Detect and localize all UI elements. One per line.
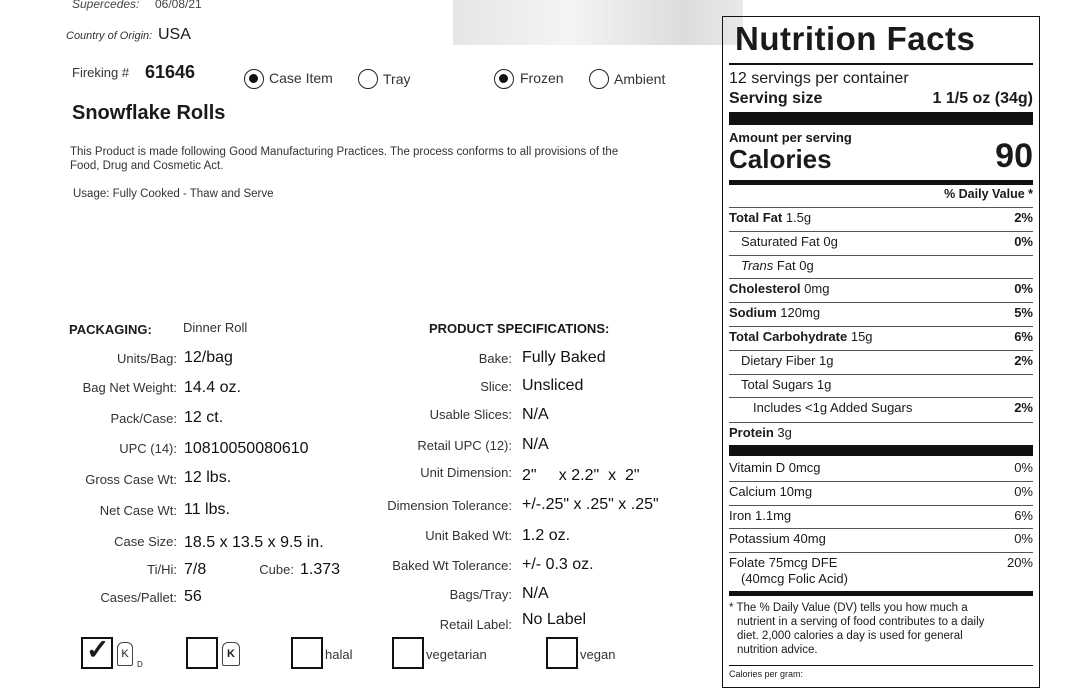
- daily-value-header: % Daily Value *: [944, 187, 1033, 201]
- ambient-radio[interactable]: [589, 69, 609, 89]
- nutrient-row: Cholesterol 0mg 0%: [729, 281, 1033, 297]
- protein-row: Protein 3g: [729, 425, 792, 440]
- nutrient-row: Includes <1g Added Sugars 2%: [753, 400, 1033, 416]
- tray-radio[interactable]: [358, 69, 378, 89]
- specs-heading: PRODUCT SPECIFICATIONS:: [429, 321, 610, 336]
- kosher-dairy-sub: D: [137, 660, 143, 669]
- gmp-text-2: Food, Drug and Cosmetic Act.: [70, 160, 224, 172]
- vitamin-row: Calcium 10mg 0%: [729, 483, 1033, 499]
- packaging-type: Dinner Roll: [183, 320, 248, 335]
- usable-slices-label: Usable Slices:: [429, 407, 512, 422]
- pack-case-label: Pack/Case:: [110, 411, 177, 426]
- origin-value: USA: [158, 26, 191, 43]
- pack-case-value: 12 ct.: [184, 409, 224, 426]
- case-item-radio[interactable]: [244, 69, 264, 89]
- fireking-number: 61646: [145, 62, 196, 82]
- nutrition-facts-panel: [722, 16, 1040, 688]
- net-case-wt-label: Net Case Wt:: [99, 503, 177, 518]
- kosher-dairy-checkbox[interactable]: [81, 634, 113, 669]
- calories-label: Calories: [729, 144, 832, 174]
- vegan-label: vegan: [580, 647, 616, 662]
- nutrient-row: Total Sugars 1g: [741, 376, 832, 392]
- nutrient-row: Sodium 120mg 5%: [729, 305, 1033, 321]
- amount-per-serving: Amount per serving: [729, 130, 852, 145]
- footnote: * The % Daily Value (DV) tells you how much a nutrient in a serving of food contributes to a daily diet. 2,000 calories a day is used for general nutrition advice.: [729, 602, 985, 656]
- nutrient-row: Total Carbohydrate 15g 6%: [729, 329, 1033, 344]
- tray-label: Tray: [383, 71, 411, 87]
- product-photo: [453, 0, 743, 45]
- case-size-label: Case Size:: [114, 534, 177, 549]
- usage-text: Usage: Fully Cooked - Thaw and Serve: [73, 188, 274, 200]
- vitamin-row: Iron 1.1mg 6%: [729, 507, 1033, 523]
- retail-label-label: Retail Label:: [439, 617, 512, 632]
- unit-baked-wt-label: Unit Baked Wt:: [425, 528, 512, 543]
- nutrient-row: Trans Fat 0g: [741, 257, 814, 273]
- nutrient-row: Saturated Fat 0g 0%: [741, 233, 1033, 249]
- bags-tray-value: N/A: [522, 585, 549, 602]
- cases-pallet-value: 56: [184, 588, 202, 605]
- slice-label: Slice:: [480, 379, 512, 394]
- ti-hi-value: 7/8: [184, 561, 207, 578]
- case-size-value: 18.5 x 13.5 x 9.5 in.: [184, 534, 324, 551]
- halal-checkbox[interactable]: [291, 637, 323, 669]
- baked-wt-tolerance-label: Baked Wt Tolerance:: [392, 558, 512, 573]
- folate-line-1: Folate 75mcg DFE: [729, 555, 838, 570]
- nutrition-title: Nutrition Facts: [735, 20, 976, 57]
- vitamin-row: Potassium 40mg 0%: [729, 531, 1033, 547]
- usable-slices-value: N/A: [522, 406, 549, 423]
- unit-baked-wt-value: 1.2 oz.: [522, 527, 571, 544]
- vegetarian-label: vegetarian: [426, 647, 487, 662]
- slice-value: Unsliced: [522, 377, 584, 394]
- dimension-tolerance-label: Dimension Tolerance:: [387, 498, 512, 513]
- ti-hi-label: Ti/Hi:: [147, 562, 177, 577]
- servings-per-container: 12 servings per container: [729, 70, 909, 87]
- bag-net-weight-value: 14.4 oz.: [184, 379, 241, 396]
- calories-value: 90: [995, 137, 1033, 175]
- upc-14-value: 10810050080610: [184, 440, 309, 457]
- ambient-label: Ambient: [614, 71, 666, 87]
- bake-label: Bake:: [478, 351, 512, 366]
- gross-case-wt-label: Gross Case Wt:: [85, 472, 177, 487]
- cube-label: Cube:: [259, 562, 294, 577]
- case-item-label: Case Item: [269, 70, 333, 86]
- vitamin-row: Vitamin D 0mcg 0%: [729, 460, 1033, 475]
- supercedes-value: 06/08/21: [155, 0, 202, 11]
- unit-dimension-value: 2" x 2.2" x 2": [522, 467, 640, 484]
- retail-label-value: No Label: [522, 611, 587, 628]
- bag-net-weight-label: Bag Net Weight:: [82, 380, 177, 395]
- serving-size-value: 1 1/5 oz (34g): [932, 90, 1033, 107]
- supercedes-label: Supercedes:: [72, 0, 140, 11]
- kosher-checkbox[interactable]: [186, 637, 218, 669]
- units-bag-label: Units/Bag:: [117, 351, 177, 366]
- dimension-tolerance-value: +/-.25" x .25" x .25": [522, 496, 659, 513]
- folate-dv: 20%: [1006, 555, 1033, 570]
- retail-upc-label: Retail UPC (12):: [417, 438, 512, 453]
- frozen-radio[interactable]: [494, 69, 514, 89]
- bags-tray-label: Bags/Tray:: [449, 587, 512, 602]
- kosher-dairy-symbol-icon: K: [117, 642, 133, 666]
- upc-14-label: UPC (14):: [119, 441, 177, 456]
- cube-value: 1.373: [300, 561, 341, 578]
- retail-upc-value: N/A: [522, 436, 549, 453]
- cases-pallet-label: Cases/Pallet:: [100, 590, 177, 605]
- product-name: Snowflake Rolls: [72, 102, 226, 124]
- frozen-label: Frozen: [520, 70, 564, 86]
- folate-line-2: (40mcg Folic Acid): [741, 571, 848, 586]
- nutrient-row: Total Fat 1.5g 2%: [729, 210, 1033, 225]
- check-mark-icon: ✓: [86, 634, 110, 665]
- fireking-label: Fireking #: [72, 65, 130, 80]
- vegetarian-checkbox[interactable]: [392, 637, 424, 669]
- units-bag-value: 12/bag: [184, 349, 233, 366]
- baked-wt-tolerance-value: +/- 0.3 oz.: [522, 556, 594, 573]
- origin-label: Country of Origin:: [66, 30, 153, 42]
- serving-size-label: Serving size: [729, 90, 823, 107]
- vegan-checkbox[interactable]: [546, 637, 578, 669]
- gmp-text-1: This Product is made following Good Manufacturing Practices. The process conforms to all provisions of the: [70, 146, 619, 158]
- net-case-wt-value: 11 lbs.: [184, 501, 230, 518]
- gross-case-wt-value: 12 lbs.: [184, 469, 232, 486]
- bake-value: Fully Baked: [522, 349, 606, 366]
- nutrient-row: Dietary Fiber 1g 2%: [741, 352, 1033, 368]
- halal-label: halal: [325, 647, 353, 662]
- unit-dimension-label: Unit Dimension:: [420, 465, 512, 480]
- calories-per-gram: Calories per gram:: [729, 669, 804, 679]
- kosher-symbol-icon: K: [222, 642, 240, 666]
- packaging-heading: PACKAGING:: [69, 322, 152, 337]
